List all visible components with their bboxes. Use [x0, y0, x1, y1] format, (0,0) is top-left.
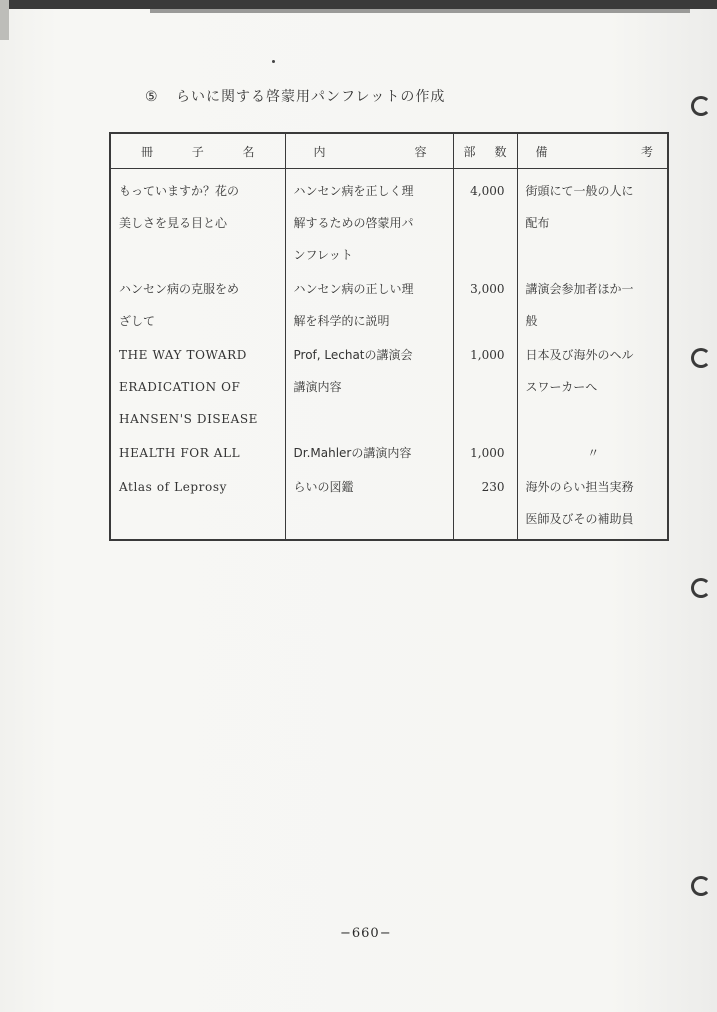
- cell-copies: 1,000: [453, 339, 517, 437]
- cell-line: ハンセン病を正しく理: [293, 184, 414, 198]
- scan-top-edge: [0, 0, 717, 9]
- header-content: [285, 133, 453, 169]
- cell-line: 医師及びその補助員: [525, 512, 634, 526]
- header-text: 容: [414, 144, 427, 159]
- cell-line: Prof, Lechatの講演会: [293, 348, 413, 362]
- header-text: 内: [313, 144, 326, 159]
- header-text: 数: [494, 144, 507, 159]
- header-title: [110, 133, 285, 169]
- header-text: 部: [463, 144, 476, 159]
- cell-line: Atlas of Leprosy: [119, 480, 227, 494]
- cell-remarks: [517, 471, 668, 540]
- cell-content: [285, 273, 453, 339]
- header-text: 備: [535, 144, 548, 159]
- table-row: [110, 471, 668, 540]
- header-text: 名: [242, 144, 255, 159]
- binder-hole-icon: [691, 872, 717, 896]
- cell-content: [285, 169, 453, 274]
- cell-remarks: [517, 437, 668, 471]
- cell-line: ERADICATION OF: [119, 380, 241, 394]
- cell-line: らいの図鑑: [293, 480, 354, 494]
- binder-hole-icon: [691, 92, 717, 116]
- cell-content: [285, 471, 453, 540]
- cell-line: 海外のらい担当実務: [525, 480, 634, 494]
- binder-hole-icon: [691, 344, 717, 368]
- ditto-mark: 〃: [587, 446, 600, 460]
- cell-title: [110, 339, 285, 437]
- cell-title: [110, 273, 285, 339]
- section-title: らいに関する啓蒙用パンフレットの作成: [176, 89, 446, 105]
- header-text: 冊: [141, 144, 154, 159]
- header-text: 考: [640, 144, 653, 159]
- section-heading: [145, 86, 445, 106]
- page-number: −660−: [340, 926, 392, 941]
- cell-line: 街頭にて一般の人に: [525, 184, 634, 198]
- cell-copies: 4,000: [453, 169, 517, 274]
- scan-top-shadow: [150, 9, 690, 13]
- cell-line: ハンセン病の正しい理: [293, 282, 414, 296]
- cell-line: THE WAY TOWARD: [119, 348, 247, 362]
- cell-line: 講演内容: [293, 380, 342, 394]
- cell-line: 日本及び海外のヘル: [525, 348, 634, 362]
- scan-left-edge: [0, 0, 9, 40]
- cell-copies: 3,000: [453, 273, 517, 339]
- cell-line: ンフレット: [293, 248, 353, 262]
- section-number: ⑤: [145, 89, 159, 105]
- cell-line: HEALTH FOR ALL: [119, 446, 241, 460]
- cell-line: 般: [525, 314, 538, 328]
- cell-line: 解するための啓蒙用パ: [293, 216, 414, 230]
- cell-remarks: [517, 169, 668, 274]
- cell-remarks: [517, 339, 668, 437]
- cell-line: 配布: [525, 216, 550, 230]
- header-copies: [453, 133, 517, 169]
- cell-line: HANSEN'S DISEASE: [119, 412, 259, 426]
- binder-hole-icon: [691, 574, 717, 598]
- cell-copies: 1,000: [453, 437, 517, 471]
- table-row: [110, 273, 668, 339]
- cell-line: ハンセン病の克服をめ: [119, 282, 240, 296]
- header-text: 子: [191, 144, 204, 159]
- cell-remarks: [517, 273, 668, 339]
- cell-content: [285, 437, 453, 471]
- cell-line: もっていますか？花の: [119, 184, 240, 198]
- cell-line: ざして: [119, 314, 156, 328]
- cell-line: スワーカーへ: [525, 380, 598, 394]
- cell-title: [110, 169, 285, 274]
- cell-title: [110, 437, 285, 471]
- cell-line: Dr.Mahlerの講演内容: [293, 446, 412, 460]
- cell-copies: 230: [453, 471, 517, 540]
- cell-content: [285, 339, 453, 437]
- cell-line: 講演会参加者ほか一: [525, 282, 634, 296]
- table-header-row: [110, 133, 668, 169]
- speck: [272, 60, 275, 63]
- pamphlet-table: [109, 132, 669, 541]
- table-row: [110, 437, 668, 471]
- cell-line: 美しさを見る目と心: [119, 216, 228, 230]
- table-row: [110, 339, 668, 437]
- header-remarks: [517, 133, 668, 169]
- cell-line: 解を科学的に説明: [293, 314, 390, 328]
- cell-title: [110, 471, 285, 540]
- table-row: [110, 169, 668, 274]
